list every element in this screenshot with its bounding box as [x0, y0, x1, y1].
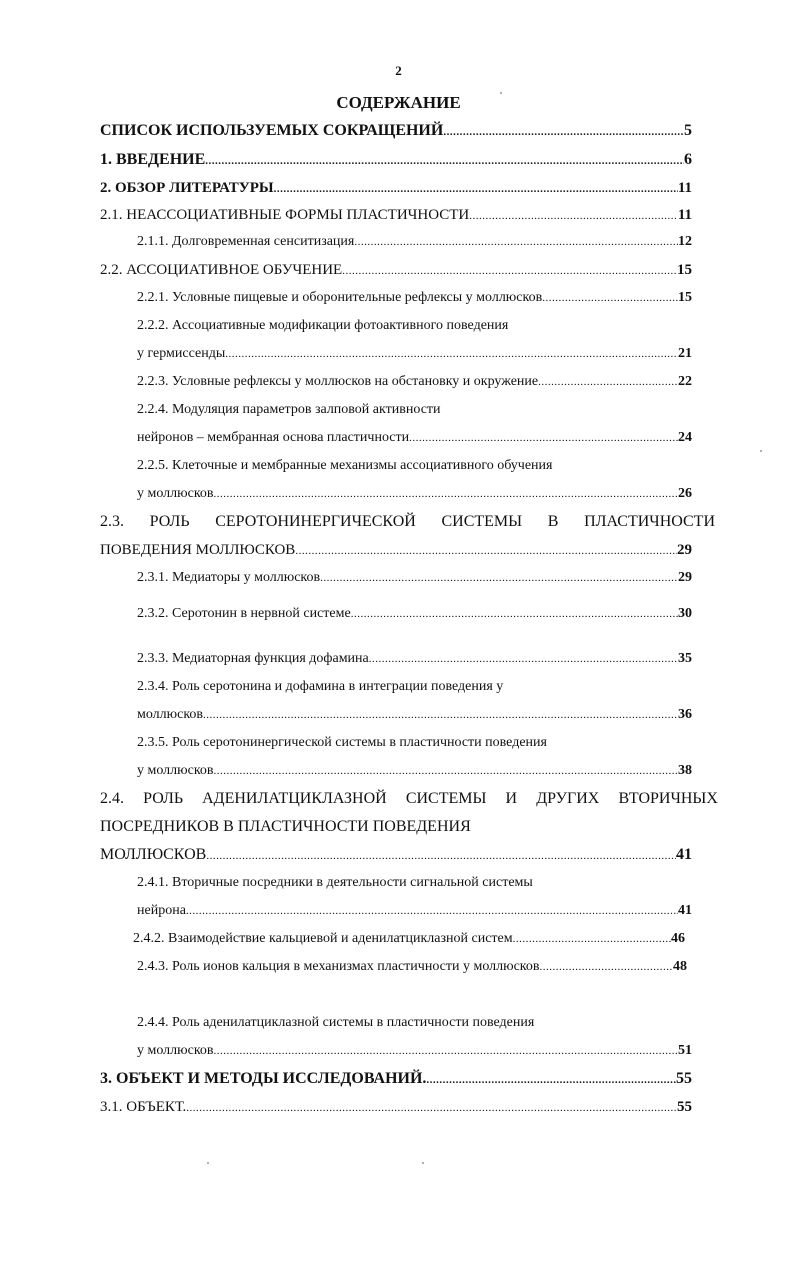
dot-leader [369, 648, 678, 670]
dot-leader [295, 540, 677, 561]
toc-entry-2-2-3: 2.2.3. Условные рефлексы у моллюсков на обстановку и окружение ..... 22 [137, 371, 692, 393]
dot-leader [469, 205, 678, 226]
dot-leader [274, 178, 678, 199]
toc-entry-2-3-5-title: 2.3.5. Роль серотонинергической системы в пластичности поведения [137, 735, 547, 750]
toc-entry-2-2-2-title: 2.2.2. Ассоциативные модификации фотоактивного поведения [137, 318, 509, 333]
dot-leader [225, 343, 678, 365]
scan-speck [207, 1162, 209, 1164]
toc-entry-2-2: 2.2. АССОЦИАТИВНОЕ ОБУЧЕНИЕ ..... 15 [100, 259, 692, 281]
scan-speck [422, 1162, 424, 1164]
toc-entry-abbreviations: СПИСОК ИСПОЛЬЗУЕМЫХ СОКРАЩЕНИЙ ..... 5 [100, 120, 692, 142]
toc-entry-2-2-2: у гермиссенды ..... 21 [137, 343, 692, 365]
toc-entry-2-2-5-title: 2.2.5. Клеточные и мембранные механизмы ассоциативного обучения [137, 458, 553, 473]
dot-leader [443, 121, 684, 142]
dot-leader [186, 900, 678, 922]
dot-leader [206, 845, 676, 866]
page-title: СОДЕРЖАНИЕ [336, 93, 461, 112]
dot-leader [214, 760, 678, 782]
toc-entry-2-2-4: нейронов – мембранная основа пластичности ..... 24 [137, 427, 692, 449]
dot-leader [342, 260, 677, 281]
dot-leader [186, 1097, 677, 1118]
toc-entry-2-4-1: нейрона ..... 41 [137, 900, 692, 922]
toc-entry-2-4-2: 2.4.2. Взаимодействие кальциевой и аденилатциклазной систем ..... 46 [133, 928, 685, 950]
dot-leader [205, 150, 684, 171]
toc-entry-2-4-4: у моллюсков ..... 51 [137, 1040, 692, 1062]
dot-leader [513, 928, 671, 950]
toc-entry-objects-methods: 3. ОБЪЕКТ И МЕТОДЫ ИССЛЕДОВАНИЙ. ..... 55 [100, 1068, 692, 1090]
page-number: 2 [395, 63, 402, 78]
scan-speck [760, 450, 762, 452]
toc-entry-2-3-2: 2.3.2. Серотонин в нервной системе ..... 30 [137, 603, 692, 625]
toc-entry-2-3-4: моллюсков ..... 36 [137, 704, 692, 726]
dot-leader [542, 287, 678, 309]
toc-entry-3-1: 3.1. ОБЪЕКТ. ..... 55 [100, 1096, 692, 1118]
toc-entry-2-4-title: 2.4. РОЛЬ АДЕНИЛАТЦИКЛАЗНОЙ СИСТЕМЫ И ДРУГИХ ВТОРИЧНЫХ [100, 790, 718, 807]
dot-leader [354, 231, 678, 253]
toc-entry-2-3-5: у моллюсков ..... 38 [137, 760, 692, 782]
dot-leader [203, 704, 678, 726]
toc-entry-2-2-1: 2.2.1. Условные пищевые и оборонительные рефлексы у моллюсков ..... 15 [137, 287, 692, 309]
toc-entry-2-3: ПОВЕДЕНИЯ МОЛЛЮСКОВ ..... 29 [100, 539, 692, 561]
toc-entry-2-3-1: 2.3.1. Медиаторы у моллюсков ..... 29 [137, 567, 692, 589]
dot-leader [214, 1040, 678, 1062]
dot-leader [214, 483, 678, 505]
toc-entry-introduction: 1. ВВЕДЕНИЕ ..... 6 [100, 149, 692, 171]
toc-entry-2-4: МОЛЛЮСКОВ ..... 41 [100, 844, 692, 866]
toc-entry-2-3-title: 2.3. РОЛЬ СЕРОТОНИНЕРГИЧЕСКОЙ СИСТЕМЫ В ПЛАСТИЧНОСТИ [100, 513, 715, 530]
toc-entry-literature-review: 2. ОБЗОР ЛИТЕРАТУРЫ ..... 11 [100, 177, 692, 199]
toc-entry-2-4-1-title: 2.4.1. Вторичные посредники в деятельности сигнальной системы [137, 875, 533, 890]
toc-entry-2-1: 2.1. НЕАССОЦИАТИВНЫЕ ФОРМЫ ПЛАСТИЧНОСТИ ..... 11 [100, 204, 692, 226]
dot-leader [540, 956, 673, 978]
toc-entry-2-3-3: 2.3.3. Медиаторная функция дофамина ..... 35 [137, 648, 692, 670]
toc-entry-2-1-1: 2.1.1. Долговременная сенситизация ..... 12 [137, 231, 692, 253]
dot-leader [320, 567, 678, 589]
toc-entry-2-4-title-line2: ПОСРЕДНИКОВ В ПЛАСТИЧНОСТИ ПОВЕДЕНИЯ [100, 818, 471, 835]
toc-entry-2-2-4-title: 2.2.4. Модуляция параметров залповой активности [137, 402, 441, 417]
toc-entry-2-4-4-title: 2.4.4. Роль аденилатциклазной системы в пластичности поведения [137, 1015, 535, 1030]
toc-entry-2-4-3: 2.4.3. Роль ионов кальция в механизмах пластичности у моллюсков ..... 48 [137, 956, 687, 978]
toc-entry-2-2-5: у моллюсков ..... 26 [137, 483, 692, 505]
dot-leader [426, 1069, 676, 1090]
dot-leader [351, 603, 678, 625]
scan-speck [500, 92, 502, 94]
dot-leader [538, 371, 678, 393]
dot-leader [409, 427, 678, 449]
toc-entry-2-3-4-title: 2.3.4. Роль серотонина и дофамина в интеграции поведения у [137, 679, 504, 694]
